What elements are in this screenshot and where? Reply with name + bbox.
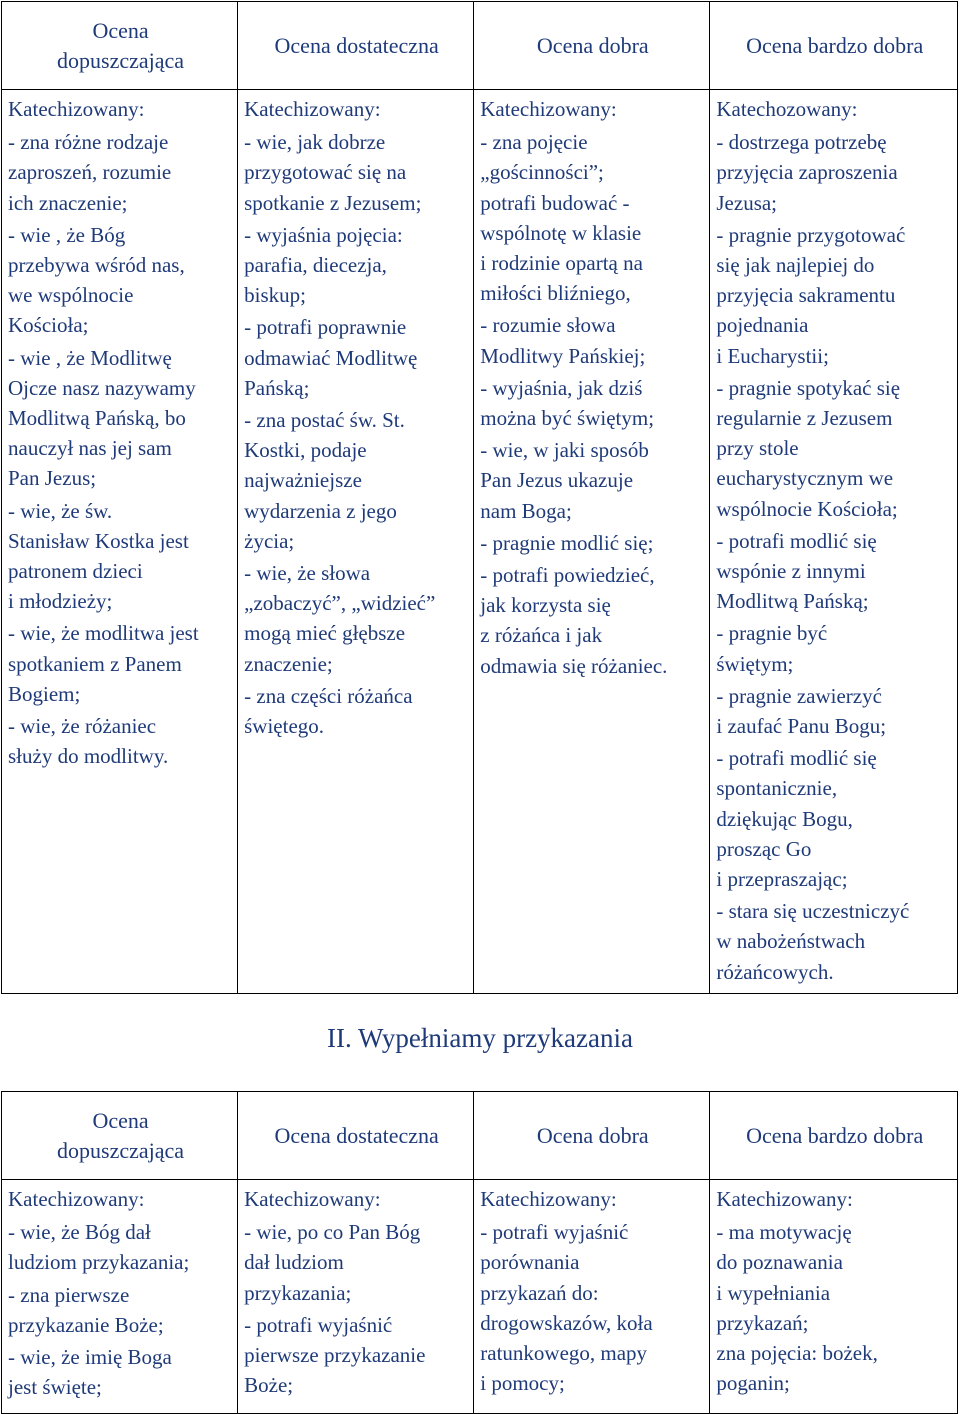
header-label: Ocena dostateczna <box>274 1122 439 1148</box>
cell-line: wspónie z innymi <box>716 559 866 584</box>
cell-line: Kościoła; <box>8 313 89 338</box>
cell-line: parafia, diecezja, <box>244 253 387 278</box>
cell-line: „gościnności”; <box>480 160 604 185</box>
header-cell-dopuszczajaca <box>2 2 238 90</box>
cell-line: przykazania; <box>244 1280 352 1305</box>
cell-line: - wyjaśnia, jak dziś <box>480 375 643 400</box>
header-cell-dostateczna <box>238 2 474 90</box>
cell-dopuszczajaca <box>2 1180 238 1414</box>
cell-line: eucharystycznym we <box>716 466 894 491</box>
cell-line: porównania <box>480 1250 580 1275</box>
table-body-row <box>2 90 958 994</box>
cell-line: - wie, że Bóg dał <box>8 1220 151 1245</box>
cell-line: przykazanie Boże; <box>8 1312 164 1337</box>
cell-lead: Katechozowany: <box>716 97 858 121</box>
header-cell-dobra <box>474 1092 710 1180</box>
cell-line: biskup; <box>244 283 306 308</box>
cell-line: „zobaczyć”, „widzieć” <box>244 591 436 616</box>
cell-line: Boże; <box>244 1373 294 1398</box>
cell-line: ich znaczenie; <box>8 190 128 215</box>
cell-line: - stara się uczestniczyć <box>716 899 910 924</box>
cell-bardzo-dobra <box>710 1180 958 1414</box>
cell-line: patronem dzieci <box>8 559 143 584</box>
cell-line: - potrafi wyjaśnić <box>244 1312 393 1337</box>
cell-content <box>244 1184 469 1400</box>
cell-line: pojednania <box>716 313 809 338</box>
cell-lead: Katechizowany: <box>244 1187 381 1211</box>
table-body-row <box>2 1180 958 1414</box>
cell-line: - ma motywację <box>716 1220 852 1245</box>
header-label: Ocena bardzo dobra <box>746 1122 924 1148</box>
cell-line: pierwsze przykazanie <box>244 1343 426 1368</box>
cell-line: - wie, po co Pan Bóg <box>244 1220 421 1245</box>
cell-content <box>480 94 705 681</box>
cell-line: we wspólnocie <box>8 283 134 308</box>
cell-line: świętym; <box>716 651 794 676</box>
cell-line: spotkaniem z Panem <box>8 651 182 676</box>
cell-line: spontanicznie, <box>716 776 838 801</box>
cell-line: dziękując Bogu, <box>716 806 853 831</box>
cell-line: nauczył nas jej sam <box>8 436 172 461</box>
cell-dostateczna <box>238 1180 474 1414</box>
cell-line: Ojcze nasz nazywamy <box>8 375 196 400</box>
cell-line: i młodzieży; <box>8 589 113 614</box>
cell-line: - potrafi modlić się <box>716 528 877 553</box>
cell-line: przykazań; <box>716 1310 809 1335</box>
cell-line: regularnie z Jezusem <box>716 406 893 431</box>
cell-line: Modlitwy Pańskiej; <box>480 343 646 368</box>
cell-line: wspólnocie Kościoła; <box>716 496 898 521</box>
cell-line: Modlitwą Pańską; <box>716 589 869 614</box>
cell-line: - potrafi poprawnie <box>244 315 407 340</box>
cell-line: przykazań do: <box>480 1280 599 1305</box>
cell-line: służy do modlitwy. <box>8 744 169 769</box>
cell-line: różańcowych. <box>716 959 834 984</box>
cell-line: odmawia się różaniec. <box>480 653 668 678</box>
cell-line: - zna pierwsze <box>8 1282 130 1307</box>
cell-line: spotkanie z Jezusem; <box>244 190 422 215</box>
cell-line: i pomocy; <box>480 1371 565 1396</box>
cell-line: - rozumie słowa <box>480 313 616 338</box>
header-cell-bardzo-dobra <box>710 2 958 90</box>
cell-line: znaczenie; <box>244 651 333 676</box>
cell-line: - zna części różańca <box>244 683 413 708</box>
cell-lead: Katechizowany: <box>480 1187 617 1211</box>
cell-content <box>8 94 233 771</box>
cell-lead: Katechizowany: <box>8 97 145 121</box>
cell-line: się jak najlepiej do <box>716 253 875 278</box>
cell-line: i wypełniania <box>716 1280 831 1305</box>
cell-line: - wie, że imię Boga <box>8 1345 172 1370</box>
cell-content <box>716 94 953 987</box>
header-cell-dopuszczajaca <box>2 1092 238 1180</box>
cell-line: - wie, w jaki sposób <box>480 438 649 463</box>
cell-line: dał ludziom <box>244 1250 344 1275</box>
cell-line: - dostrzega potrzebę <box>716 130 887 155</box>
header-label: Ocena dostateczna <box>274 32 439 58</box>
cell-lead: Katechizowany: <box>716 1187 853 1211</box>
cell-line: - potrafi wyjaśnić <box>480 1220 629 1245</box>
cell-line: Modlitwą Pańską, bo <box>8 406 186 431</box>
cell-line: z różańca i jak <box>480 623 603 648</box>
cell-dobra <box>474 1180 710 1414</box>
cell-line: zna pojęcia: bożek, <box>716 1341 878 1366</box>
cell-line: do poznawania <box>716 1250 843 1275</box>
cell-line: wydarzenia z jego <box>244 498 397 523</box>
cell-line: mogą mieć głębsze <box>244 621 406 646</box>
cell-line: - wie, jak dobrze <box>244 130 386 155</box>
cell-line: najważniejsze <box>244 468 362 493</box>
cell-line: Bogiem; <box>8 681 81 706</box>
cell-line: jak korzysta się <box>480 593 611 618</box>
cell-content <box>480 1184 705 1398</box>
header-label: Ocena bardzo dobra <box>746 32 924 58</box>
cell-line: - zna pojęcie <box>480 130 588 155</box>
header-cell-bardzo-dobra <box>710 1092 958 1180</box>
header-cell-dostateczna <box>238 1092 474 1180</box>
cell-line: życia; <box>244 528 295 553</box>
cell-line: świętego. <box>244 714 325 739</box>
cell-line: Pańską; <box>244 375 310 400</box>
cell-line: Pan Jezus ukazuje <box>480 468 634 493</box>
cell-line: - wie, że modlitwa jest <box>8 621 199 646</box>
cell-line: Pan Jezus; <box>8 466 97 491</box>
cell-line: Stanisław Kostka jest <box>8 528 189 553</box>
cell-dobra <box>474 90 710 994</box>
header-label: Ocena dopuszczająca <box>57 17 185 73</box>
cell-line: przy stole <box>716 436 799 461</box>
section-title: II. Wypełniamy przykazania <box>327 1023 633 1053</box>
cell-line: - wie, że św. <box>8 498 113 523</box>
cell-content <box>716 1184 953 1398</box>
cell-line: i Eucharystii; <box>716 343 829 368</box>
cell-line: zaproszeń, rozumie <box>8 160 172 185</box>
cell-line: - pragnie modlić się; <box>480 530 654 555</box>
cell-line: przygotować się na <box>244 160 407 185</box>
cell-content <box>8 1184 233 1402</box>
cell-line: odmawiać Modlitwę <box>244 345 418 370</box>
header-cell-dobra <box>474 2 710 90</box>
header-label: Ocena dobra <box>536 32 649 58</box>
cell-line: - wie , że Modlitwę <box>8 345 172 370</box>
cell-line: poganin; <box>716 1371 790 1396</box>
cell-line: prosząc Go <box>716 836 812 861</box>
cell-line: - pragnie zawierzyć <box>716 683 882 708</box>
cell-line: przyjęcia zaproszenia <box>716 160 898 185</box>
cell-line: - pragnie spotykać się <box>716 375 901 400</box>
cell-line: - zna różne rodzaje <box>8 130 169 155</box>
header-label: Ocena dopuszczająca <box>57 1107 185 1163</box>
cell-line: w nabożeństwach <box>716 929 866 954</box>
cell-line: miłości bliźniego, <box>480 281 631 306</box>
cell-line: przebywa wśród nas, <box>8 253 185 278</box>
cell-dopuszczajaca <box>2 90 238 994</box>
cell-line: nam Boga; <box>480 498 572 523</box>
cell-line: - wyjaśnia pojęcia: <box>244 222 403 247</box>
table-header-row <box>2 2 958 90</box>
cell-lead: Katechizowany: <box>8 1187 145 1211</box>
cell-line: i zaufać Panu Bogu; <box>716 714 887 739</box>
cell-line: - potrafi powiedzieć, <box>480 563 655 588</box>
cell-line: - potrafi modlić się <box>716 746 877 771</box>
cell-line: i przepraszając; <box>716 867 848 892</box>
cell-line: Kostki, podaje <box>244 438 367 463</box>
cell-line: Jezusa; <box>716 190 778 215</box>
cell-content <box>244 94 469 741</box>
cell-line: - wie, że słowa <box>244 561 371 586</box>
cell-line: można być świętym; <box>480 406 655 431</box>
cell-line: i rodzinie opartą na <box>480 251 643 276</box>
grade-table-1 <box>1 1 958 994</box>
cell-line: - wie , że Bóg <box>8 222 126 247</box>
cell-line: ludziom przykazania; <box>8 1250 190 1275</box>
cell-bardzo-dobra <box>710 90 958 994</box>
cell-line: potrafi budować - <box>480 190 630 215</box>
header-label: Ocena dobra <box>536 1122 649 1148</box>
cell-line: wspólnotę w klasie <box>480 220 642 245</box>
cell-line: przyjęcia sakramentu <box>716 283 896 308</box>
cell-lead: Katechizowany: <box>480 97 617 121</box>
cell-dostateczna <box>238 90 474 994</box>
table-header-row <box>2 1092 958 1180</box>
cell-line: - pragnie przygotować <box>716 222 906 247</box>
cell-line: drogowskazów, koła <box>480 1310 653 1335</box>
cell-line: jest święte; <box>8 1375 102 1400</box>
cell-lead: Katechizowany: <box>244 97 381 121</box>
grade-table-2 <box>1 1091 958 1414</box>
cell-line: - pragnie być <box>716 621 828 646</box>
cell-line: - wie, że różaniec <box>8 714 157 739</box>
cell-line: - zna postać św. St. <box>244 408 405 433</box>
cell-line: ratunkowego, mapy <box>480 1341 648 1366</box>
